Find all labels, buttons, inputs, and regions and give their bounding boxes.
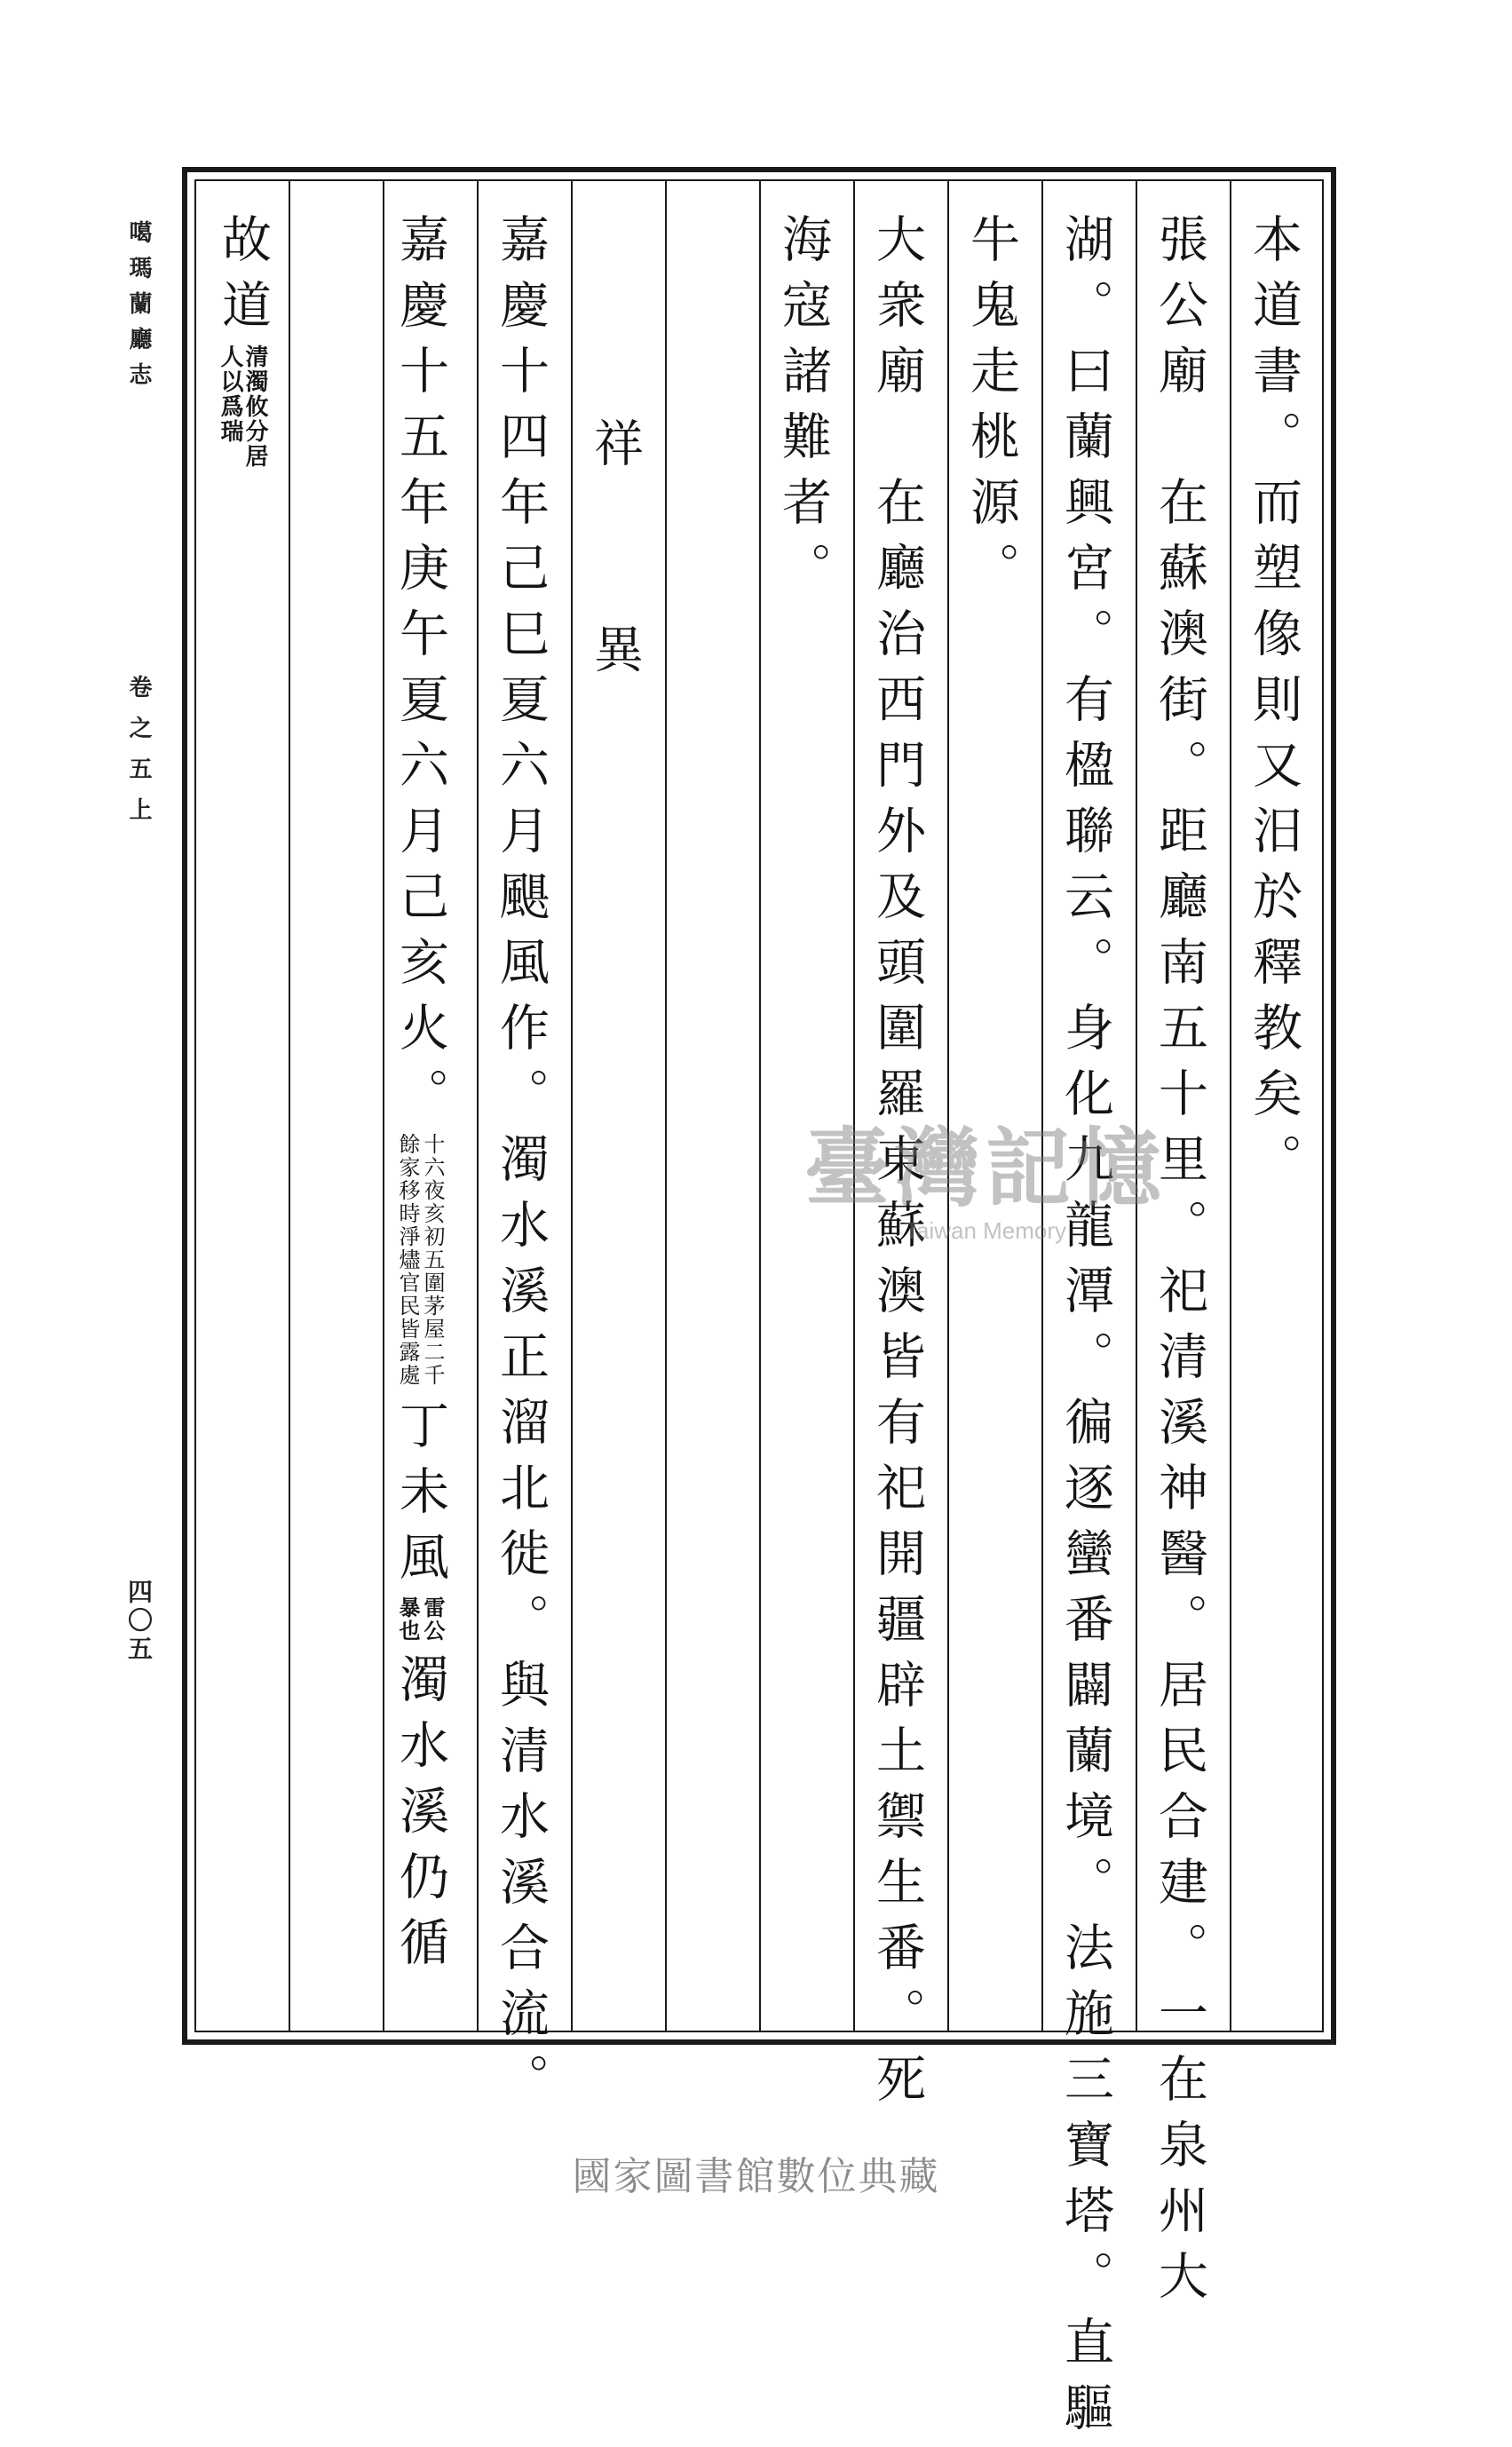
watermark-chinese: 臺灣記憶 xyxy=(804,1118,1167,1218)
column-10-note: 十六夜亥初五圍茅屋二千餘家移時淨燼官民皆露處 xyxy=(395,1133,445,1387)
column-rule xyxy=(665,179,667,2032)
text-column-1: 本道書。而塑像則又汨於釋教矣。 xyxy=(1245,213,1302,1199)
column-rule xyxy=(1230,179,1231,2032)
column-rule xyxy=(853,179,855,2032)
text-column-2: 張公廟 在蘇澳街。距廳南五十里。祀清溪神醫。居民合建。一在泉州大 xyxy=(1151,213,1208,2316)
column-rule xyxy=(477,179,479,2032)
text-column-11 xyxy=(214,213,272,2015)
column-rule xyxy=(383,179,384,2032)
text-column-3: 湖。曰蘭興宮。有楹聯云。身化九龍潭。徧逐蠻番闢蘭境。法施三寶塔。直驅 xyxy=(1057,213,1114,2447)
column-rule xyxy=(947,179,949,2032)
footer-caption: 國家圖書館數位典藏 xyxy=(572,2154,940,2199)
column-11-text: 故道 xyxy=(214,213,272,344)
margin-volume: 卷之五上 xyxy=(125,675,152,838)
column-10-note-b: 雷公暴也 xyxy=(395,1596,446,1643)
column-rule xyxy=(759,179,761,2032)
column-10-text: 嘉慶十五年庚午夏六月己亥火。 xyxy=(392,213,449,1133)
column-rule xyxy=(571,179,573,2032)
margin-book-title: 噶瑪蘭廳志 xyxy=(125,220,152,398)
text-column-9: 嘉慶十四年己巳夏六月颶風作。濁水溪正溜北徙。與清水溪合流。 xyxy=(492,213,550,2118)
section-heading: 祥 異 xyxy=(586,417,644,726)
column-10-text-c: 濁水溪仍循 xyxy=(392,1653,449,1982)
text-column-6: 海寇諸難者。 xyxy=(774,213,832,607)
watermark-english: Taiwan Memory xyxy=(904,1217,1067,1244)
column-rule xyxy=(289,179,290,2032)
text-column-10 xyxy=(392,213,449,2015)
column-rule xyxy=(1041,179,1043,2032)
column-rule xyxy=(1136,179,1137,2032)
column-10-text-b: 丁未風 xyxy=(392,1399,449,1596)
text-column-4: 牛鬼走桃源。 xyxy=(962,213,1020,607)
column-11-note: 清濁攸分居人以爲瑞 xyxy=(217,344,268,469)
margin-page-number: 四〇五 xyxy=(124,1579,154,1664)
text-column-5: 大衆廟 在廳治西門外及頭圍羅東蘇澳皆有祀開疆辟土禦生番。死 xyxy=(868,213,926,2118)
